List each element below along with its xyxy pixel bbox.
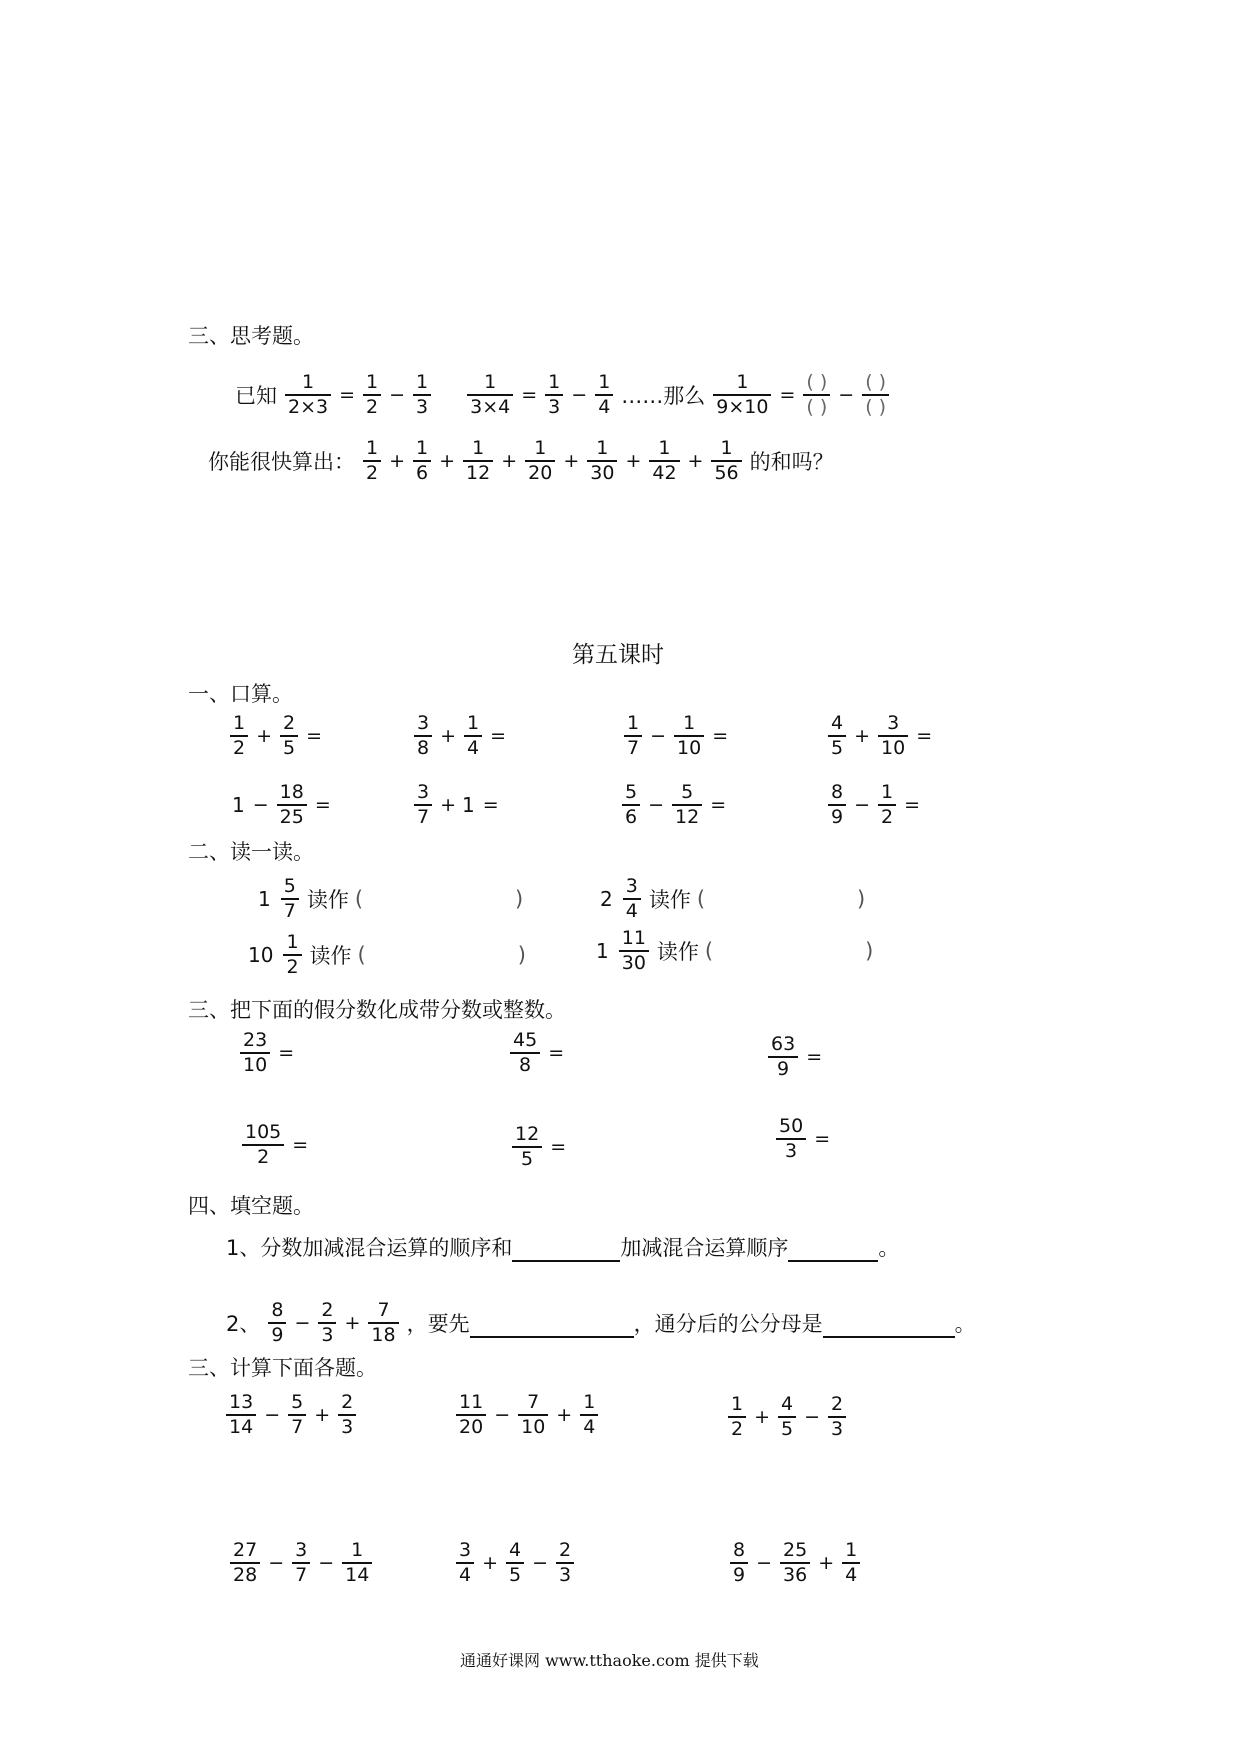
calc-item: $\frac{1}{2}$ + $\frac{4}{5}$ − $\frac{2}{3}$ xyxy=(726,1394,848,1440)
fill-question-2: 2、 $\frac{8}{9}$ − $\frac{2}{3}$ + $\frac{7}{18}$ ，要先 ，通分后的公分母是 。 xyxy=(226,1299,976,1346)
fraction: $\frac{1}{12}$ xyxy=(463,438,493,484)
equals: = xyxy=(521,384,538,406)
calc-item: $\frac{3}{4}$ + $\frac{4}{5}$ − $\frac{2}{3}$ xyxy=(454,1540,576,1586)
think-question-row: 你能很快算出： $\frac{1}{2}$ + $\frac{1}{6}$ + $\frac{1}{12}$ + $\frac{1}{20}$ + $\frac{1}{30}$ + $\frac{1}{42}$ + $\frac{1}{56}$ 的和吗？ xyxy=(208,437,834,484)
calc-item: $\frac{13}{14}$ − $\frac{5}{7}$ + $\frac{2}{3}$ xyxy=(224,1392,358,1438)
fill-blank[interactable] xyxy=(788,1240,878,1262)
oral-item: $\frac{3}{7}$ + 1 = xyxy=(412,782,499,828)
known-label: 已知 xyxy=(235,384,277,408)
fraction: $\frac{1}{2}$ xyxy=(363,372,381,418)
equals: = xyxy=(779,384,796,406)
read-item: 1 $\frac{11}{30}$ 读作 ( ) xyxy=(596,927,874,974)
fill-blank[interactable] xyxy=(823,1316,955,1338)
calc-item: $\frac{8}{9}$ − $\frac{25}{36}$ + $\frac{1}{4}$ xyxy=(728,1540,862,1586)
convert-item: $\frac{23}{10}$ = xyxy=(238,1030,294,1076)
read-item: 2 $\frac{3}{4}$ 读作 ( ) xyxy=(600,875,866,922)
then-label: ……那么 xyxy=(621,384,706,408)
oral-item: $\frac{1}{7}$ − $\frac{1}{10}$ = xyxy=(622,713,728,759)
fraction: $\frac{1}{3\times 4}$ xyxy=(467,372,513,418)
lesson-title: 第五课时 xyxy=(572,642,664,668)
convert-item: $\frac{12}{5}$ = xyxy=(510,1124,566,1170)
think-heading: 三、思考题。 xyxy=(188,324,314,348)
oral-item: $\frac{1}{2}$ + $\frac{2}{5}$ = xyxy=(228,713,322,759)
fraction: $\frac{1}{30}$ xyxy=(587,438,617,484)
answer-fraction-blank[interactable]: $\frac{( )}{( )}$ xyxy=(862,372,889,418)
think-known-row: 已知 $\frac{1}{2\times 3}$ = $\frac{1}{2}$ − $\frac{1}{3}$ $\frac{1}{3\times 4}$ = $\frac{1}{3}$ − $\frac{1}{4}$ ……那么 $\frac{1}{9\times 10}$ = $\frac{( )}{( )}$ − $\frac{( )}{( )}$ xyxy=(235,372,891,418)
fill-blank[interactable] xyxy=(470,1316,634,1338)
equals: = xyxy=(339,384,356,406)
convert-item: $\frac{105}{2}$ = xyxy=(240,1122,308,1168)
convert-item: $\frac{45}{8}$ = xyxy=(508,1030,564,1076)
oral-item: $\frac{5}{6}$ − $\frac{5}{12}$ = xyxy=(620,782,726,828)
fraction: $\frac{1}{6}$ xyxy=(413,438,431,484)
convert-item: $\frac{63}{9}$ = xyxy=(766,1034,822,1080)
fraction: $\frac{1}{9\times 10}$ xyxy=(713,372,771,418)
fill-blank[interactable] xyxy=(512,1240,620,1262)
fraction: $\frac{1}{3}$ xyxy=(413,372,431,418)
question-suffix: 的和吗？ xyxy=(749,450,834,474)
calc-item: $\frac{27}{28}$ − $\frac{3}{7}$ − $\frac{1}{14}$ xyxy=(228,1540,374,1586)
fraction: $\frac{1}{56}$ xyxy=(711,438,741,484)
fraction: $\frac{1}{2\times 3}$ xyxy=(285,372,331,418)
read-heading: 二、读一读。 xyxy=(188,840,314,864)
read-item: 10 $\frac{1}{2}$ 读作 ( ) xyxy=(248,931,526,978)
oral-item: $\frac{8}{9}$ − $\frac{1}{2}$ = xyxy=(826,782,920,828)
oral-item: $\frac{3}{8}$ + $\frac{1}{4}$ = xyxy=(412,713,506,759)
fraction: $\frac{1}{42}$ xyxy=(649,438,679,484)
answer-fraction-blank[interactable]: $\frac{( )}{( )}$ xyxy=(803,372,830,418)
fill-question-1: 1、分数加减混合运算的顺序和 加减混合运算顺序 。 xyxy=(226,1236,900,1260)
convert-item: $\frac{50}{3}$ = xyxy=(774,1116,830,1162)
fraction: $\frac{1}{3}$ xyxy=(545,372,563,418)
calc-item: $\frac{11}{20}$ − $\frac{7}{10}$ + $\frac{1}{4}$ xyxy=(454,1392,600,1438)
oral-item: 1 − $\frac{18}{25}$ = xyxy=(232,781,331,828)
read-item: 1 $\frac{5}{7}$ 读作 ( ) xyxy=(258,875,524,922)
calc-heading: 三、计算下面各题。 xyxy=(188,1356,377,1380)
convert-heading: 三、把下面的假分数化成带分数或整数。 xyxy=(188,998,566,1022)
fill-heading: 四、填空题。 xyxy=(188,1194,314,1218)
oral-heading: 一、口算。 xyxy=(188,682,293,706)
fraction: $\frac{1}{4}$ xyxy=(595,372,613,418)
oral-item: $\frac{4}{5}$ + $\frac{3}{10}$ = xyxy=(826,713,932,759)
fraction: $\frac{1}{20}$ xyxy=(525,438,555,484)
footer-text: 通通好课网 www.tthaoke.com 提供下载 xyxy=(460,1651,759,1670)
question-prefix: 你能很快算出： xyxy=(208,450,355,474)
fraction: $\frac{1}{2}$ xyxy=(363,438,381,484)
